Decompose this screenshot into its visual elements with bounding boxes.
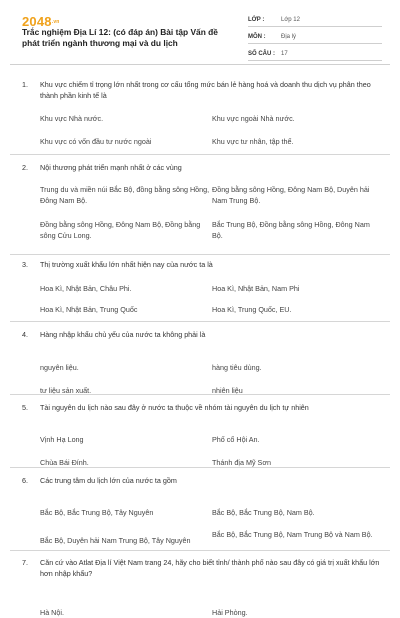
answer-option[interactable]: tư liệu sản xuất. [40, 385, 92, 395]
answer-option[interactable]: Bắc Bộ, Bắc Trung Bộ, Nam Trung Bộ và Nam Bộ. [212, 529, 373, 539]
question-divider [10, 550, 390, 551]
answer-option[interactable]: Thánh địa Mỹ Sơn [212, 457, 272, 467]
meta-label: MÔN : [248, 34, 266, 40]
question-number: 3. [22, 260, 28, 269]
question-number: 7. [22, 558, 28, 567]
question-2 [22, 163, 382, 240]
worksheet-meta [248, 14, 382, 65]
meta-row-subject [248, 31, 382, 44]
answer-option[interactable]: Hà Nội. [40, 608, 64, 617]
answer-option[interactable]: Khu vực Nhà nước. [40, 114, 104, 123]
question-text: Hàng nhập khẩu chủ yếu của nước ta không phải là [40, 330, 206, 339]
answer-option[interactable]: Trung du và miền núi Bắc Bộ, đồng bằng sông Hồng, Đông Nam Bộ. [40, 184, 210, 205]
question-5 [22, 403, 382, 467]
question-number: 5. [22, 403, 28, 412]
question-1 [22, 80, 382, 146]
meta-row-count [248, 48, 382, 61]
question-text: Các trung tâm du lịch lớn của nước ta gồm [40, 476, 177, 485]
question-number: 1. [22, 80, 28, 89]
answer-option[interactable]: Khu vực ngoài Nhà nước. [212, 114, 295, 123]
answer-option[interactable]: hàng tiêu dùng. [212, 362, 262, 372]
answer-option[interactable]: Chùa Bái Đính. [40, 457, 89, 467]
question-text: Tài nguyên du lịch nào sau đây ở nước ta thuộc về nhóm tài nguyên du lịch tự nhiên [40, 403, 309, 412]
answer-option[interactable]: Hoa Kì, Nhật Bản, Nam Phi [212, 283, 300, 293]
question-7 [22, 558, 382, 617]
question-6 [22, 476, 382, 545]
worksheet-header [0, 0, 400, 58]
answer-option[interactable]: Hoa Kì, Nhật Bản, Châu Phi. [40, 283, 132, 293]
site-logo[interactable]: $2048^{.vn}$ [22, 14, 60, 29]
answer-option[interactable]: Bắc Trung Bộ, Đồng bằng sông Hồng, Đông Nam Bộ. [212, 219, 370, 240]
worksheet-title: Trắc nghiệm Địa Lí 12: (có đáp án) Bài tập Vấn đề phát triển ngành thương mại và du lịch [22, 27, 218, 48]
question-divider [10, 254, 390, 255]
answer-option[interactable]: Đồng bằng sông Hồng, Đông Nam Bộ, Duyên hải Nam Trung Bộ. [212, 184, 370, 205]
answer-option[interactable]: Bắc Bộ, Bắc Trung Bộ, Tây Nguyên [40, 507, 154, 517]
question-number: 2. [22, 163, 28, 172]
answer-option[interactable]: Bắc Bộ, Duyên hải Nam Trung Bộ, Tây Nguyên [40, 535, 191, 545]
meta-label: SỐ CÂU : [248, 51, 275, 57]
meta-value: Địa lý [281, 34, 297, 40]
meta-label: LỚP : [248, 17, 265, 23]
question-text: Căn cứ vào Atlat Địa lí Việt Nam trang 24, hãy cho biết tỉnh/ thành phố nào sau đây có giá trị xuất khẩu lớn hơn nhập khẩu? [40, 558, 380, 578]
meta-row-class [248, 14, 382, 27]
answer-option[interactable]: Hoa Kì, Nhật Bản, Trung Quốc [40, 304, 138, 314]
meta-value: 17 [281, 51, 288, 57]
question-text: Thị trường xuất khẩu lớn nhất hiện nay của nước ta là [40, 260, 213, 269]
answer-option[interactable]: Khu vực có vốn đầu tư nước ngoài [40, 137, 152, 146]
header-divider [10, 64, 390, 65]
answer-option[interactable]: Hoa Kì, Trung Quốc, EU. [212, 304, 292, 314]
question-divider [10, 321, 390, 322]
meta-value: Lớp 12 [281, 17, 300, 23]
answer-option[interactable]: Bắc Bộ, Bắc Trung Bộ, Nam Bộ. [212, 507, 315, 517]
answer-option[interactable]: Phố cổ Hội An. [212, 434, 260, 444]
answer-option[interactable]: nguyên liệu. [40, 362, 79, 372]
question-number: 4. [22, 330, 28, 339]
answer-option[interactable]: Hải Phòng. [212, 608, 248, 617]
question-text: Nội thương phát triển mạnh nhất ở các vùng [40, 163, 182, 172]
question-4 [22, 330, 382, 395]
answer-option[interactable]: nhiên liệu [212, 385, 243, 395]
answer-option[interactable]: Vịnh Hạ Long [40, 434, 84, 444]
question-divider [10, 467, 390, 468]
answer-option[interactable]: Đồng bằng sông Hồng, Đông Nam Bộ, Đồng bằng sông Cửu Long. [40, 219, 201, 240]
answer-option[interactable]: Khu vực tư nhân, tập thể. [212, 137, 294, 146]
question-3 [22, 260, 382, 314]
question-divider [10, 154, 390, 155]
question-divider [10, 394, 390, 395]
question-text: Khu vực chiếm tỉ trọng lớn nhất trong cơ cấu tổng mức bán lẻ hàng hoá và doanh thu dịch vụ phân theo thành phần kinh tế là [40, 80, 371, 100]
question-number: 6. [22, 476, 28, 485]
